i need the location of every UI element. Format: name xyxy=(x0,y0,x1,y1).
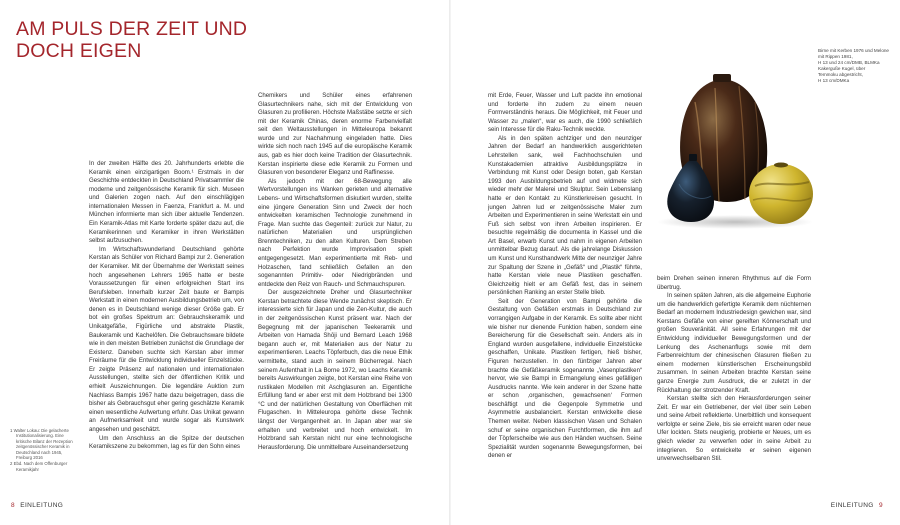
paragraph: Kerstan stellte sich den Herausforderungen seiner Zeit. Er war ein Getriebener, der viel über sein Leben und seine Arbeit reflektierte. Unerbittlich und konsequent verfolgte er seine Ziele, bis sie erreicht waren oder neue Ufer lockten. Stets neugierig, probierte er Neues, um es gleich wieder zu verwerfen oder in seine Arbeit zu integrieren. So entwickelte er seinen eigenen unverwechselbaren Stil. xyxy=(657,395,811,463)
ceramics-photo xyxy=(655,62,815,230)
caption-line: Temmoku abgestricht, xyxy=(818,72,863,77)
paragraph: In der zweiten Hälfte des 20. Jahrhunderts erlebte die Keramik einen einzigartigen Boom.¹ Erstmals in der Geschichte entdeckten in Deutschland Privatsammler die moderne und zeitgenössische Keramik für sich. Museen und Galerien zogen nach. Auf den einschlägigen internationalen Messen in Faenza, Frankfurt a. M. und München informierte man sich über aktuelle Tendenzen. Ein Keramik-Atlas mit Karte forderte später dazu auf, die Keramikerinnen und Keramiker in ihren Werkstätten selbst aufzusuchen. xyxy=(89,160,244,245)
right-folio xyxy=(831,502,886,509)
page-number: 8 xyxy=(11,502,16,509)
running-head: EINLEITUNG xyxy=(20,502,64,509)
caption-line: H 13 cm/DMKa xyxy=(818,78,850,83)
left-page-column-1 xyxy=(89,160,244,452)
right-page-column-1 xyxy=(488,92,642,461)
paragraph: Als jedoch mit der 68-Bewegung alle Wertvorstellungen ins Wanken gerieten und alternative Lebens- und Wirtschaftsformen diskutiert wurden, stellte eine jüngere Generation Sinn und Zweck der hoch entwickelten keramischen Technologie zunehmend in Frage. Man suchte das Gegenteil: zurück zur Natur, zu natürlichen Materialien und ursprünglichen Brenntechniken, zu den alten Kulturen. Dem Streben nach Perfektion wurde Improvisation spielt entgegengesetzt. Man experimentierte mit Reb- und Holzaschen, fand schließlich Gefallen an den sogenannten Primitiv- oder Niedrigbränden und entdeckte den Reiz von Rauch- und Schmauchspuren. xyxy=(258,177,412,288)
footnotes xyxy=(10,428,78,473)
chapter-title-line: DOCH EIGEN xyxy=(16,40,142,62)
paragraph: Um den Anschluss an die Spitze der deutschen Keramikszene zu bekommen, lag es für den Sohn eines xyxy=(89,434,244,451)
paragraph: Im Wirtschaftswunderland Deutschland gehörte Kerstan als Schüler von Richard Bampi zur 2. Generation der Keramiker. Mit der Übernahme der Werkstatt seines hoch angesehenen Lehrers 1965 hatte er beste Voraussetzungen für einen erfolgreichen Start ins Berufsleben. Innerhalb kurzer Zeit baute er Bampis Werkstatt in einen modernen Ausbildungsbetrieb um, von denen es in Deutschland wenige dieser Größe gab. Er bot ein großes Spektrum an: Gebrauchskeramik und Unikatgefäße, Figürliche und abstrakte Plastik, Baukeramik und Kachelöfen. Die Gebrauchsware bildete wie in den meisten Betrieben zunächst die Grundlage der Existenz. Daneben suchte sich Kerstan aber immer Freiräume für die Entwicklung individueller Einzelstücke. Er zeigte Präsenz auf nationalen und internationalen Ausstellungen, stellte sich der öffentlichen Kritik und erhielt Auszeichnungen. Die legendäre Auktion zum Nachlass Bampis 1967 hatte dazu beigetragen, dass die bisher als Gebrauchsgut eher gering geschätzte Keramik einen wesentliche Aufwertung erfuhr. Das Unikat gewann an Aufmerksamkeit und wurde sogar als Kunstwerk angesehen und geschätzt. xyxy=(89,245,244,433)
caption-line: H 13 und 24 cm/DMB, BLMKa xyxy=(818,60,880,65)
right-page-column-2 xyxy=(657,275,811,464)
left-folio xyxy=(8,502,63,509)
footnote: 1 Walter Lokau: Die gelacherte Institutionalisierung. Eine kritische Bilanz der Rezeption zeitgenössischer Keramik in Deutschland nach 1945, Freiburg 2016 xyxy=(10,428,73,461)
page-gutter xyxy=(449,0,451,525)
chapter-title xyxy=(16,18,247,62)
paragraph: In seinen späten Jahren, als die allgemeine Euphorie um die handwerklich gefertigte Keramik dem nüchternen Bedarf an modernem Industriedesign gewichen war, sind Kerstans Gefäße von einer gereiften Könnerschaft und großen Souveränität. All seine Erfahrungen mit der Entwicklung individueller Bewegungsformen und der Lenkung des Aschenanflugs sowie mit dem Farbenreichtum der chinesischen Glasuren fließen zu einem modernen künstlerischen Erscheinungsbild zusammen. In seinen Arbeiten brachte Kerstan seine ganze Energie zum Ausdruck, die er zuletzt in der Rückhaltung der strotzender Kraft. xyxy=(657,292,811,394)
paragraph: Der ausgezeichnete Dreher und Glasurtechniker Kerstan betrachtete diese Wende zunächst skeptisch. Er interessierte sich für Japan und die Zen-Kultur, die auch in der zeitgenössischen Kunst präsent war. Nach der Begegnung mit der japanischen Teekeramik und Arbeiten von Hamada Shōji und Bernard Leach 1968 begann auch er, mit Materialien aus der Natur zu experimentieren. Leachs Töpferbuch, das die neue Ethik vermittelte, stand auch in seinem Bücherregal. Nach seinem Aufenthalt in La Borne 1972, wo Leachs Keramik bereits Auswirkungen zeigte, bot Kerstan eine Reihe von rustikalen Modellen mit Aschglasuren an. Eigentliche Erfüllung fand er aber erst mit dem Holzbrand bei 1300 °C und der natürlichen Gestaltung von Oberflächen mit Flugaschen. In Mitteleuropa gehörte diese Technik längst der Vergangenheit an. In Japan aber war sie erhalten und verbreitet und hoch entwickelt. Im Holzbrand sah Kerstan nicht nur eine technologische Herausforderung. Die unmittelbare Auseinandersetzung xyxy=(258,289,412,451)
paragraph: Chemikers und Schüler eines erfahrenen Glasurtechnikers nahe, sich mit der Entwicklung von Glasuren zu profilieren. Höchste Maßstäbe setzte er sich mit der Keramik Chinas, deren enorme Farbenvielfalt seit den Weltausstellungen in Mitteleuropa bekannt wurde und zur Nachahmung eingeladen hatte. Dies wirkte sich noch nach 1945 auf die europäische Keramik aus, gab es hier doch keine Tradition der Glasurtechnik. Kerstan inspirierte diese edle Keramik zu Formen und Glasuren von besonderer Eleganz und Raffinesse. xyxy=(258,92,412,177)
running-head: EINLEITUNG xyxy=(830,502,874,509)
paragraph: Als in den späten achtziger und den neunziger Jahren der Bedarf an handwerklich ausgerichteten Lehrstellen sank, weil Fachhochschulen und Kunstakademien attraktive Ausbildungsplätze in Verbindung mit Kunst oder Design boten, gab Kerstan 1993 den Ausbildungsbetrieb auf und widmete sich wieder mehr der Malerei und Skulptur. Sein Lebenslang hatte er den Kontakt zu Künstlerkreisen gesucht. In jungen Jahren lud er zeitgenössische Maler zum Arbeiten und Experimentieren in seine Werkstatt ein und Fuß sich selbst von ihren Arbeiten inspirieren. Er besuchte regelmäßig die documenta in Kassel und die Art Basel, erwarb Kunst und nahm in eigenen Arbeiten unmittelbar Bezug darauf. Als die jahrelange Diskussion um Kunst und Kunsthandwerk Mitte der neunziger Jahre zur Spaltung der Szene in „Gefäß“ und „Plastik“ führte, hatte Kerstan viele neue Plastiken geschaffen. Gleichzeitig hielt er am Gefäß fest, das in seinem persönlichen Ranking an erster Stelle blieb. xyxy=(488,134,642,297)
page-number: 9 xyxy=(878,502,883,509)
footnote: 2 Ebd. Nach dem Offenburger Keramikjahr xyxy=(10,461,68,472)
paragraph: Seit der Generation von Bampi gehörte die Gestaltung von Gefäßen erstmals in Deutschland zur vorrangigen Aufgabe in der Keramik. Es sollte aber nicht wie bisher nur dienende Funktion haben, sondern eine Bereicherung für die Gesellschaft sein. Anders als in England wurden ausgefallene, individuelle Einzelstücke geschaffen, Unikate. Plastiken fertigen, hieß bisher, Figuren herzustellen. In den fünfziger Jahren aber brachte die Gefäßkeramik sogenannte „Vasenplastiken“ hervor, wie sie Bampi in Ermangelung eines gefälligen Ausdrucks nannte. Wie kein anderer in der Szene hatte er schon ‚organischen, gewachsenen‘ Formen beschäftigt und die Gegenpole Symmetrie und Asymmetrie ausbalanciert. Kerstan entwickelte diese Themen weiter. Neben klassischen Vasen und Schalen schuf er seine organischen Furchtformen, die ihm auf der Töpferscheibe wie aus den Händen wuchsen. Seine Spezialität wurden sogenannte Bewegungsformen, bei denen er xyxy=(488,297,642,460)
paragraph: mit Erde, Feuer, Wasser und Luft packte ihn emotional und forderte ihn zudem zu einem neuen Formverständnis heraus. Die Möglichkeit, mit Feuer und Wasser zu „malen“, war es auch, die 1990 schließlich sein Interesse für die Raku-Technik weckte. xyxy=(488,92,642,134)
caption-line: Kakerguße Kugel, über xyxy=(818,66,866,71)
photo-caption xyxy=(818,48,890,84)
paragraph: beim Drehen seinen inneren Rhythmus auf die Form übertrug. xyxy=(657,275,811,291)
caption-line: Birne mit Kerben 1976 und Melone mit Rippen 1981, xyxy=(818,48,889,59)
chapter-title-line: AM PULS DER ZEIT UND xyxy=(16,18,248,40)
left-page-column-2 xyxy=(258,92,412,452)
